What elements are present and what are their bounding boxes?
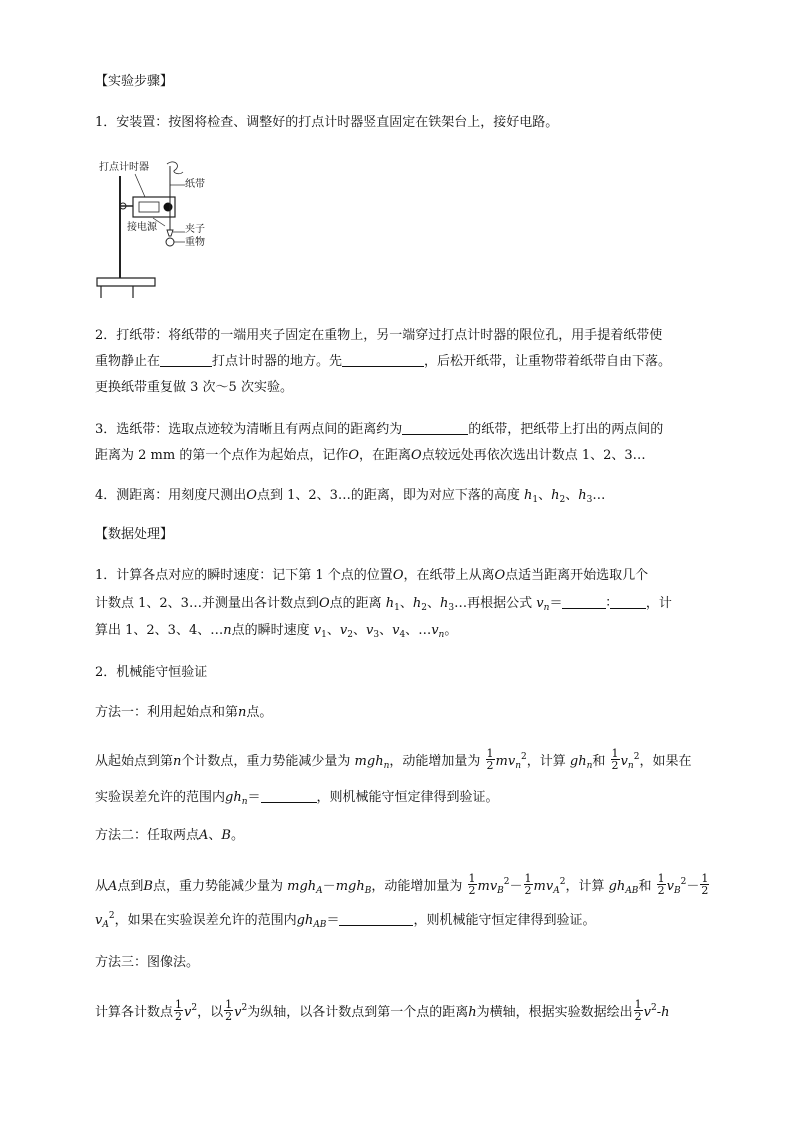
blank-step2-position[interactable] bbox=[160, 352, 212, 367]
step-3-line-2: 距离为 2 mm 的第一个点作为起始点，记作O，在距离O点较远处再依次选出计数点 1、2、3… bbox=[95, 448, 646, 463]
step-2-line-2: 重物静止在 打点计时器的地方。先 ，后松开纸带，让重物带着纸带自由下落。 bbox=[95, 354, 672, 369]
fig-label-power: 接电源 bbox=[127, 222, 157, 233]
step-2-line-3: 更换纸带重复做 3 次～5 次实验。 bbox=[95, 380, 293, 395]
method-2-title: 方法二：任取两点A、B。 bbox=[95, 828, 244, 843]
data-1-line-1: 1．计算各点对应的瞬时速度：记下第 1 个点的位置O，在纸带上从离O点适当距离开始选取几个 bbox=[95, 568, 649, 583]
data-1-line-3: 算出 1、2、3、4、…n点的瞬时速度 $v_1$、$v_2$、$v_3$、$v_4$、$\dots v_n$。 bbox=[95, 623, 458, 640]
fig-label-timer: 打点计时器 bbox=[99, 162, 149, 173]
data-2-heading: 2．机械能守恒验证 bbox=[95, 665, 208, 680]
fig-label-clip: 夹子 bbox=[185, 224, 205, 235]
method-1-title: 方法一：利用起始点和第n点。 bbox=[95, 705, 273, 720]
method-1-line-2: 实验误差允许的范围内$gh_n=$ ，则机械能守恒定律得到验证。 bbox=[95, 790, 499, 807]
blank-formula-numerator[interactable] bbox=[562, 594, 606, 609]
blank-formula-denominator[interactable] bbox=[610, 594, 646, 609]
apparatus-diagram-icon bbox=[95, 158, 225, 308]
step-1-text: 1．安装置：按图将检查、调整好的打点计时器竖直固定在铁架台上，接好电路。 bbox=[95, 115, 559, 130]
step-4-text: 4．测距离：用刻度尺测出O点到 1、2、3…的距离，即为对应下落的高度 $h_1$、$h_2$、$h_3\dots$ bbox=[95, 488, 606, 505]
apparatus-figure bbox=[95, 158, 225, 308]
method-3-line-1: 计算各计数点 $\frac{1}{2}$ $v^2$，以 $\frac{1}{2}$ $v^2$为纵轴，以各计数点到第一个点的距离h为横轴，根据实验数据绘出 $\frac{1}{2}$ $v^2-h$ bbox=[95, 998, 670, 1023]
fig-label-tape: 纸带 bbox=[185, 179, 205, 190]
section-heading-steps: 【实验步骤】 bbox=[95, 74, 174, 89]
method-2-line-1: 从A点到B点，重力势能减少量为 mgh$_A$－mgh$_B$，动能增加量为 $\frac{1}{2}$ $mv_B^2-$ $\frac{1}{2}$ $mv_A^2$，计算 $gh_{AB}$和 $\frac{1}{2}$ $v_B^2-$ $\frac{1}{2}$ bbox=[95, 872, 709, 897]
method-2-line-2: $v_A^2$，如果在实验误差允许的范围内$gh_{AB}=$ ，则机械能守恒定律得到验证。 bbox=[95, 911, 596, 930]
fig-label-weight: 重物 bbox=[185, 237, 205, 248]
step-3-line-1: 3．选纸带：选取点迹较为清晰且有两点间的距离约为 的纸带，把纸带上打出的两点间的 bbox=[95, 422, 664, 437]
method-3-title: 方法三：图像法。 bbox=[95, 955, 200, 970]
section-heading-data: 【数据处理】 bbox=[95, 527, 174, 542]
method-1-line-1: 从起始点到第n个计数点，重力势能减少量为 mgh$_n$，动能增加量为 $\frac{1}{2}$ $mv_n^2$，计算 $gh_n$和 $\frac{1}{2}$ $v_n^2$，如果在 bbox=[95, 747, 692, 772]
blank-step2-first-action[interactable] bbox=[342, 352, 424, 367]
step-2-line-1: 2．打纸带：将纸带的一端用夹子固定在重物上，另一端穿过打点计时器的限位孔，用手提着纸带使 bbox=[95, 328, 663, 343]
data-1-line-2: 计数点 1、2、3…并测量出各计数点到O点的距离 $h_1$、$h_2$、$h_3\dots$再根据公式 $v_n=$ ∶ ，计 bbox=[95, 596, 672, 613]
blank-method2-answer[interactable] bbox=[339, 911, 413, 926]
blank-step3-distance[interactable] bbox=[402, 420, 468, 435]
blank-method1-answer[interactable] bbox=[261, 788, 317, 803]
